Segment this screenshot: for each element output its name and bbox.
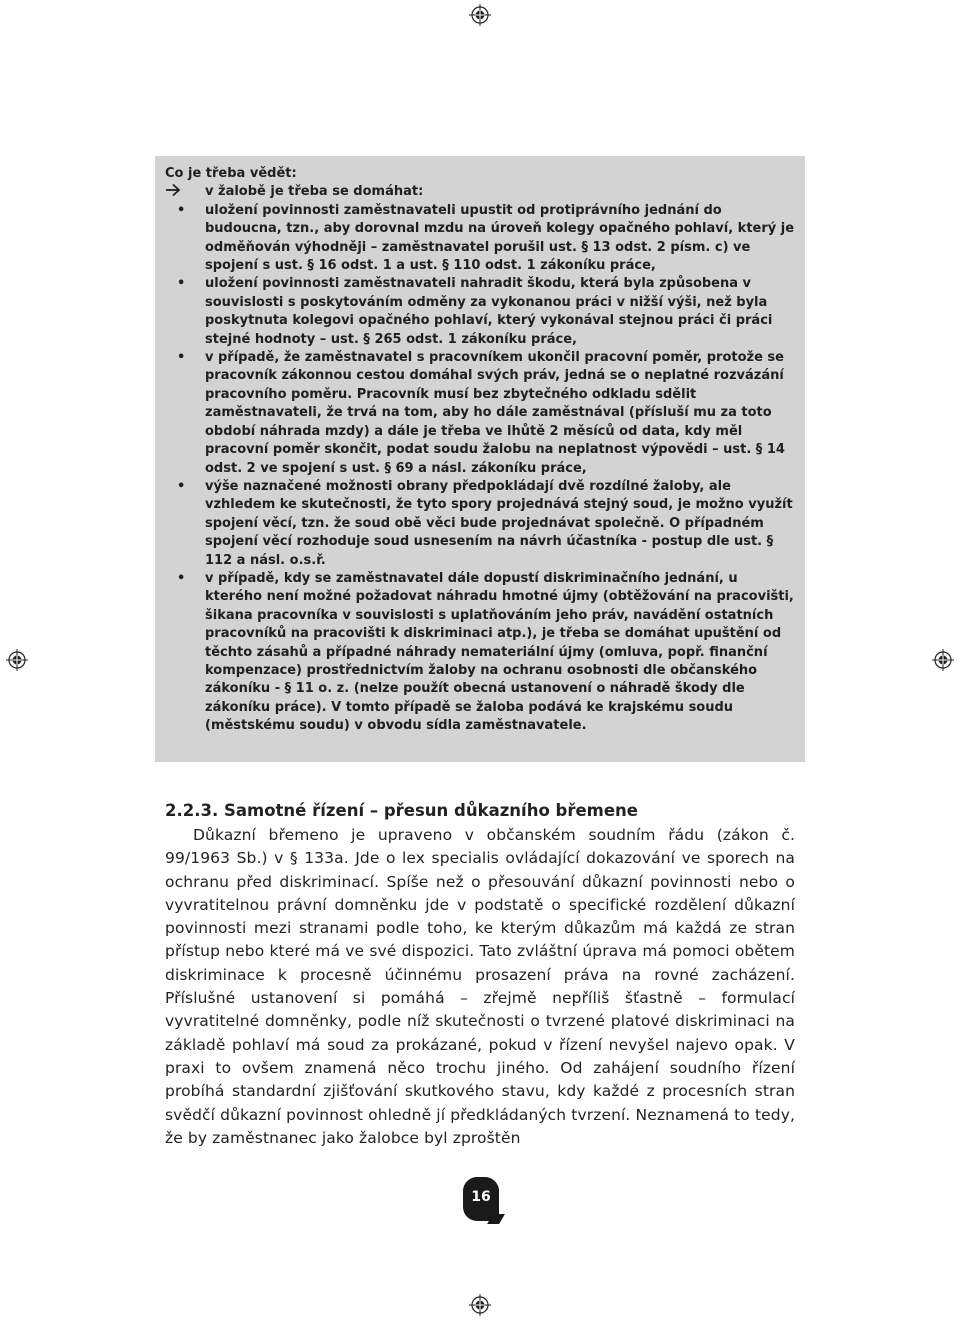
registration-mark-icon — [469, 4, 491, 26]
list-item: • v případě, kdy se zaměstnavatel dále dopustí diskriminačního jednání, u kterého není možné požadovat náhradu hmotné újmy (obtěžování na pracovišti, šikana pracovníka v souvislosti s uplatňováním jeho práv, navádění ostatních pracovníků na pracovišti k diskriminaci atp.), je třeba se domáhat upuštění od těchto zásahů a případné náhrady nemateriální újmy (omluva, popř. finanční kompenzace) prostřednictvím žaloby na ochranu osobnosti dle občanského zákoníku - § 11 o. z. (nelze použít obecná ustanovení o náhradě škody dle zákoníku práce). V tomto případě se žaloba podává ke krajskému soudu (městskému soudu) v obvodu sídla zaměstnavatele. — [177, 570, 794, 734]
page-number-badge — [463, 1177, 499, 1221]
section-paragraph: Důkazní břemeno je upraveno v občanském soudním řádu (zákon č. 99/1963 Sb.) v § 133a. Jde o lex specialis ovládající dokazování ve sporech na ochranu před diskriminací. Spíše než o přesouvání důkazní povinnosti nebo o vyvratitelnou právní domněnku jde v podstatě o specifické rozdělení důkazní povinnosti mezi stranami podle toho, ke kterým důkazům má každá ze stran přístup nebo které má ve své dispozici. Tato zvláštní úprava má pomoci obětem diskriminace k procesně účinnému prosazení práva na rovné zacházení. Příslušné ustanovení si pomáhá – zřejmě nepříliš šťastně – formulací vyvratitelné domněnky, podle níž skutečnosti o tvrzené platové diskriminaci na základě pohlaví má soud za prokázané, pokud v řízení nevyšel najevo opak. V praxi to ovšem znamená něco trochu jiného. Od zahájení soudního řízení probíhá standardní zjišťování skutkového stavu, kdy každé z procesních stran svědčí důkazní povinnost ohledně jí předkládaných tvrzení. Neznamená to tedy, že by zaměstnanec jako žalobce byl zproštěn — [165, 826, 795, 1147]
registration-mark-icon — [932, 649, 954, 671]
bullet-icon: • — [177, 570, 186, 586]
registration-mark-icon — [469, 1294, 491, 1316]
arrow-item — [165, 183, 795, 201]
list-item: • uložení povinnosti zaměstnavateli upustit od protiprávního jednání do budoucna, tzn., aby dorovnal mzdu na úroveň kolegy opačného pohlaví, který je odměňován výhodněji – zaměstnavatel porušil ust. § 13 odst. 2 písm. c) ve spojení s ust. § 16 odst. 1 a ust. § 110 odst. 1 zákoníku práce, — [177, 202, 795, 274]
arrow-item-text: v žalobě je třeba se domáhat: — [205, 184, 424, 200]
bullet-icon: • — [177, 202, 186, 218]
info-box — [155, 156, 805, 762]
registration-mark-icon — [6, 649, 28, 671]
list-item: • výše naznačené možnosti obrany předpokládají dvě rozdílné žaloby, ale vzhledem ke skutečnosti, že tyto spory projednává stejný soud, je možno využít spojení věcí, tzn. že soud obě věci bude projednávat společně. O případném spojení věcí rozhoduje soud usnesením na návrh účastníka - postup dle ust. § 112 a násl. o.s.ř. — [177, 478, 793, 568]
list-item: • v případě, že zaměstnavatel s pracovníkem ukončil pracovní poměr, protože se pracovník zákonnou cestou domáhal svých práv, jedná se o neplatné rozvázání pracovního poměru. Pracovník musí bez zbytečného odkladu sdělit zaměstnavateli, že trvá na tom, aby ho dále zaměstnával (přísluší mu za toto období náhrada mzdy) a dále je třeba ve lhůtě 2 měsíců od data, kdy měl pracovní poměr skončit, podat soudu žalobu na neplatnost výpovědi – ust. § 14 odst. 2 ve spojení s ust. § 69 a násl. zákoníku práce, — [177, 350, 785, 476]
section — [165, 800, 795, 1150]
bullet-icon: • — [177, 478, 186, 494]
page-number: 16 — [471, 1189, 491, 1205]
section-title: 2.2.3. Samotné řízení – přesun důkazního břemene — [165, 801, 638, 820]
bullet-icon: • — [177, 350, 186, 366]
list-item: • uložení povinnosti zaměstnavateli nahradit škodu, která byla způsobena v souvislosti s poskytováním odměny za vykonanou práci v nižší výši, než byla poskytnuta kolegovi opačného pohlaví, který vykonával stejnou práci či práci stejné hodnoty – ust. § 265 odst. 1 zákoníku práce, — [177, 276, 773, 347]
info-box-heading: Co je třeba vědět: — [165, 166, 297, 181]
bullet-icon: • — [177, 276, 186, 292]
bullet-list — [165, 202, 795, 736]
arrow-right-icon — [165, 183, 205, 201]
